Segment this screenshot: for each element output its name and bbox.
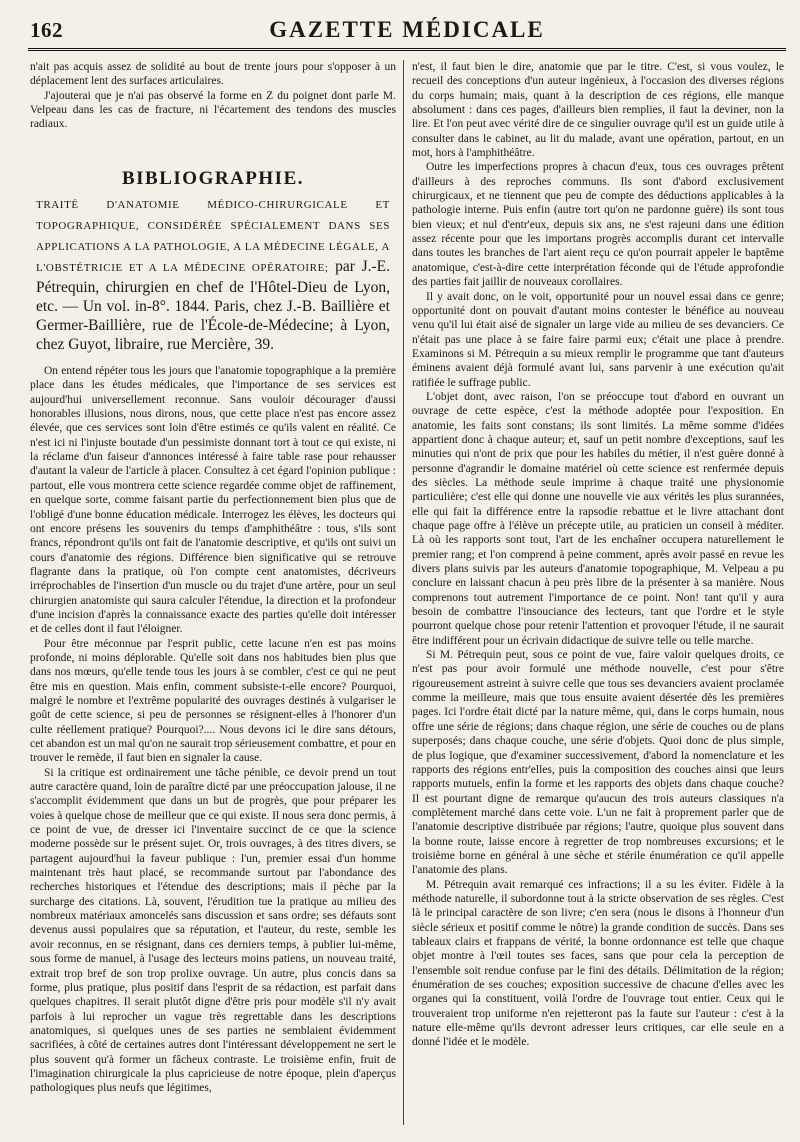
paragraph: Si la critique est ordinairement une tâche pénible, ce devoir prend un tout autre caractère quand, loin de paraître dicté par une préoccupation jalouse, il ne s'accomplit évidemment que dans un but de progrès, que pour préparer les voies à quelque chose de meilleur que ce qui existe. Il nous sera donc permis, à ce point de vue, de dresser ici l'inventaire succinct de ce que la science moderne possède sur le présent sujet. Or, trois ouvrages, à des titres divers, se partagent aujourd'hui la faveur publique : l'un, premier essai d'un homme maintenant très haut placé, se recommande surtout par l'abondance des recherches historiques et l'étendue des descriptions; mais il pèche par la surcharge des citations. Là, souvent, l'érudition tue la pratique au milieu des nombreux matériaux amoncelés sans discussion et sans ordre; ses défauts sont devenus aussi populaires que sa réputation, et l'auteur, du reste, semble les avoir reconnus, en se résignant, dans ces derniers temps, à publier lui-même, sous forme de manuel, à l'usage des lecteurs moins patiens, un nouveau traité, extrait trop bref de son trop prolixe ouvrage. Un autre, plus concis dans sa forme, plus pratique, plus positif dans l'esprit de sa rédaction, est parfait dans quelques chapitres. Il serait plutôt digne d'être pris pour modèle s'il n'y avait parfois à lui reprocher un vague très regrettable dans les descriptions anatomiques, si quelques unes de ses parties ne semblaient évidemment sacrifiées, à côté de certaines autres dont l'intéressant développement ne sert le plus souvent qu'à former un fâcheux contraste. Le troisième enfin, fruit de l'imagination chirurgicale la plus capricieuse de notre époque, plein d'aperçus pathologiques plus neufs que légitimes, bbox=[30, 766, 396, 1095]
paragraph: n'est, il faut bien le dire, anatomie que par le titre. C'est, si vous voulez, le recueil des conceptions d'un auteur ingénieux, à l'occasion des diverses régions du corps humain; mais, quant à la description de ces régions, elle manque absolument : dans ces pages, d'ailleurs bien remplies, il faut la deviner, non la lire. Et l'on peut avec vérité dire de ce singulier ouvrage qu'il est un guide utile à consulter dans le cabinet, au lit du malade, avant une opération, partout, en un mot, hors à l'amphithéâtre. bbox=[412, 61, 784, 160]
paragraph: L'objet dont, avec raison, l'on se préoccupe tout d'abord en ouvrant un ouvrage de cette espèce, c'est la méthode adoptée pour l'exposition. En anatomie, les faits sont constans; ils sont limités. La même somme d'idées appartient donc à chaque auteur; et, sauf un petit nombre d'exceptions, sauf les minuties qui n'ont de prix que pour les habiles du métier, il n'est guère donné à personne d'agrandir le domaine matériel où cette science est renfermée depuis des siècles. La méthode seule imprime à chaque traité une physionomie particulière; c'est elle qui donne une nouvelle vie aux vérités les plus surannées, elle qui fait la différence entre la rapsodie rebattue et le livre attachant dont chaque page offre à l'élève un précepte utile, au praticien un conseil à méditer. Là où les rapports sont tout, l'art de les enchaîner occupera naturellement le premier rang; et l'on comprend à peine comment, après avoir passé en revue les divers plans suivis par les auteurs d'anatomie topographique, M. Velpeau a pu conclure en laissant chacun à peu près libre de la présenter à sa manière. Nous comprenons tout autrement l'importance de ce point. Non! tant qu'il y aura besoin de combattre l'insouciance des lecteurs, tant que l'ordre et le style pourront quelque chose pour retenir l'attention et provoquer l'étude, il ne saurait être indifférent pour un écrivain didactique de suivre telle ou telle marche. bbox=[412, 390, 784, 647]
page-header bbox=[28, 14, 786, 51]
right-column bbox=[412, 60, 784, 1130]
paragraph: M. Pétrequin avait remarqué ces infractions; il a su les éviter. Fidèle à la méthode naturelle, il subordonne tout à la stricte observation de ses règles. C'est là le principal caractère de son livre; c'en sera (nous le disons à l'honneur d'un siècle sérieux et positif comme le nôtre) la grande condition de succès. Dans ses tableaux clairs et frappans de vérité, la bonne ordonnance est telle que chaque objet montre à l'œil toutes ses faces, sans que pour cela la perception de l'ensemble soit rendue confuse par le fini des détails. Délimitation de la région; énumération de ses couches; exposition successive de chacune d'elles avec les organes qui la constituent, voilà l'ordre de l'ouvrage tout entier. Ceux qui le trouveraient trop uniforme n'en rejetteront pas la faute sur l'auteur : c'est à la nature elle-même qu'ils devront adresser leurs critiques, car elle seule en a donné l'idée et le modèle. bbox=[412, 878, 784, 1049]
paragraph: J'ajouterai que je n'ai pas observé la forme en Z du poignet dont parle M. Velpeau dans les cas de fracture, ni l'écartement des tendons des muscles radiaux. bbox=[30, 89, 396, 131]
section-title: BIBLIOGRAPHIE. bbox=[121, 167, 304, 189]
running-title: GAZETTE MÉDICALE bbox=[269, 17, 545, 42]
paragraph: Si M. Pétrequin peut, sous ce point de vue, faire valoir quelques droits, ce n'est pas pour avoir formulé une méthode nouvelle, c'est pour s'être rigoureusement astreint à suivre celle que tous ses devanciers avaient proclamée comme la meilleure, mais que tous ensuite avaient désertée dès les premières pages. Ici l'ordre était dicté par la nature même, qui, dans le corps humain, nous offre une série de régions; dans chaque région, une série de couches ou de plans superposés; dans chaque couche, une série d'objets. Quoi donc de plus simple, de plus logique, que d'examiner successivement, d'abord la nomenclature et les rapports des régions entr'elles, puis la composition des couches ainsi que leurs rapports mutuels, enfin la forme et les rapports des objets dans chaque couche? Il est pourtant digne de remarque qu'aucun des trois auteurs classiques n'a complètement marché dans cette voie. L'un ne fait à proprement parler que de l'anatomie descriptive distribuée par régions; l'autre, quoique plus souvent dans la bonne route, laisse encore à regretter de trop nombreuses excursions; et le troisième borne en général à une sèche et stérile énumération ce qu'il appelle l'anatomie des plans. bbox=[412, 649, 784, 877]
book-reference bbox=[30, 194, 396, 354]
paragraph: Il y avait donc, on le voit, opportunité pour un nouvel essai dans ce genre; opportunité dont on pouvait d'autant moins contester le bénéfice au nouveau venu qu'il lui était aisé de signaler un large vide au milieu de ses devanciers. Ce n'était pas une place à se faire faire parmi eux; c'était une place à prendre. Examinons si M. Pétrequin a su mieux remplir le programme que tant d'auteurs éminens avaient déjà formulé avant lui, sans parvenir à une exécution qu'ait ratifiée le suffrage public. bbox=[412, 290, 784, 389]
paragraph: n'ait pas acquis assez de solidité au bout de trente jours pour s'opposer à un déplacement lent des surfaces articulaires. bbox=[30, 61, 396, 88]
book-title: TRAITÉ D'ANATOMIE MÉDICO-CHIRURGICALE ET TOPOGRAPHIQUE, CONSIDÉRÉE SPÉCIALEMENT DANS SES APPLICATIONS A LA PATHOLOGIE, A LA MÉDECINE LÉGALE, A L'OBSTÉTRICIE ET A LA MÉDECINE OPÉRATOIRE; bbox=[36, 199, 390, 275]
page-number: 162 bbox=[30, 18, 63, 42]
paragraph: Pour être méconnue par l'esprit public, cette lacune n'en est pas moins profonde, ni moins déplorable. Qu'elle soit dans nos habitudes bien plus que dans nos mœurs, qu'elle tende tous les jours à se combler, c'est ce qui ne peut être mis en question. Mais enfin, comment subsiste-t-elle encore? Pourquoi, malgré le nombre et l'extrême popularité des ouvrages destinés à vulgariser le goût de cette science, si peu de personnes se résignent-elles à l'honorer d'un culte réellement pratique? Pourquoi?.... Nous devons ici le dire sans détours, cet abandon est un mal qu'on ne saurait trop sérieusement combattre, et pour en trouver le remède, il faut bien en signaler la cause. bbox=[30, 637, 396, 765]
paragraph: Outre les imperfections propres à chacun d'eux, tous ces ouvrages prêtent d'ailleurs à des reproches communs. Ils sont d'abord exclusivement chirurgicaux, et ne tiennent que peu de compte des déductions applicables à la pathologie interne. Puis enfin (autre tort qu'on ne pardonne guère) ils sont tous bien vieux; et nul d'entr'eux, depuis six ans, ne s'est rajeuni dans une édition assez récente pour que les importans progrès accomplis durant cet intervalle dans toutes les branches de l'art aient reçu ce qu'on pourrait appeler le baptême anatomique, c'est-à-dire cette interprétation féconde qui de l'étude approfondie des parties fait jaillir de nouveaux corollaires. bbox=[412, 161, 784, 289]
left-column bbox=[30, 60, 396, 1130]
column-divider bbox=[403, 60, 404, 1125]
paragraph: On entend répéter tous les jours que l'anatomie topographique a la première place dans les études médicales, que l'importance de ses services est aujourd'hui universellement reconnue. Sans vouloir décourager d'aussi honorables illusions, nous dirons, nous, que cette place n'est pas encore assez élevée, que ces services sont loin d'être estimés ce qu'ils valent en réalité. Ce n'est ici ni l'injuste boutade d'un pessimiste donnant tort à tout ce qui existe, ni la réclame d'un faiseur d'annonces intéressé à faire table rase pour rehausser d'autant la valeur de l'article à placer. Consultez à cet égard l'opinion publique : partout, elle vous montrera cette science regardée comme objet de raffinement, en quelque sorte, comme faisant partie du perfectionnement bien plus que de l'obligé d'une bonne éducation médicale. Interrogez les élèves, les docteurs qui ont encore présens les souvenirs du temps d'amphithéâtre : tous, s'ils sont francs, répondront qu'ils ont fait de l'anatomie descriptive, et qu'ils ont suivi un cours d'anatomie des régions. Différence bien significative qui se retrouve flagrante dans la pratique, où l'on compte cent anatomistes, décriveurs irréprochables de l'insertion d'un muscle ou du trajet d'une artère, pour un seul chirurgien anatomiste qui saura calculer l'étendue, la direction et la profondeur d'une incision d'après la connaissance exacte des parties qu'elle doit intéresser et de celles dont il faut l'éloigner. bbox=[30, 365, 396, 636]
book-imprint: par J.-E. Pétrequin, chirurgien en chef de l'Hôtel-Dieu de Lyon, etc. — Un vol. in-8°. 1844. Paris, chez J.-B. Baillière et Germer-Baillière, rue de l'École-de-Médecine; à Lyon, chez Guyot, libraire, rue Mercière, 39. bbox=[36, 258, 390, 354]
